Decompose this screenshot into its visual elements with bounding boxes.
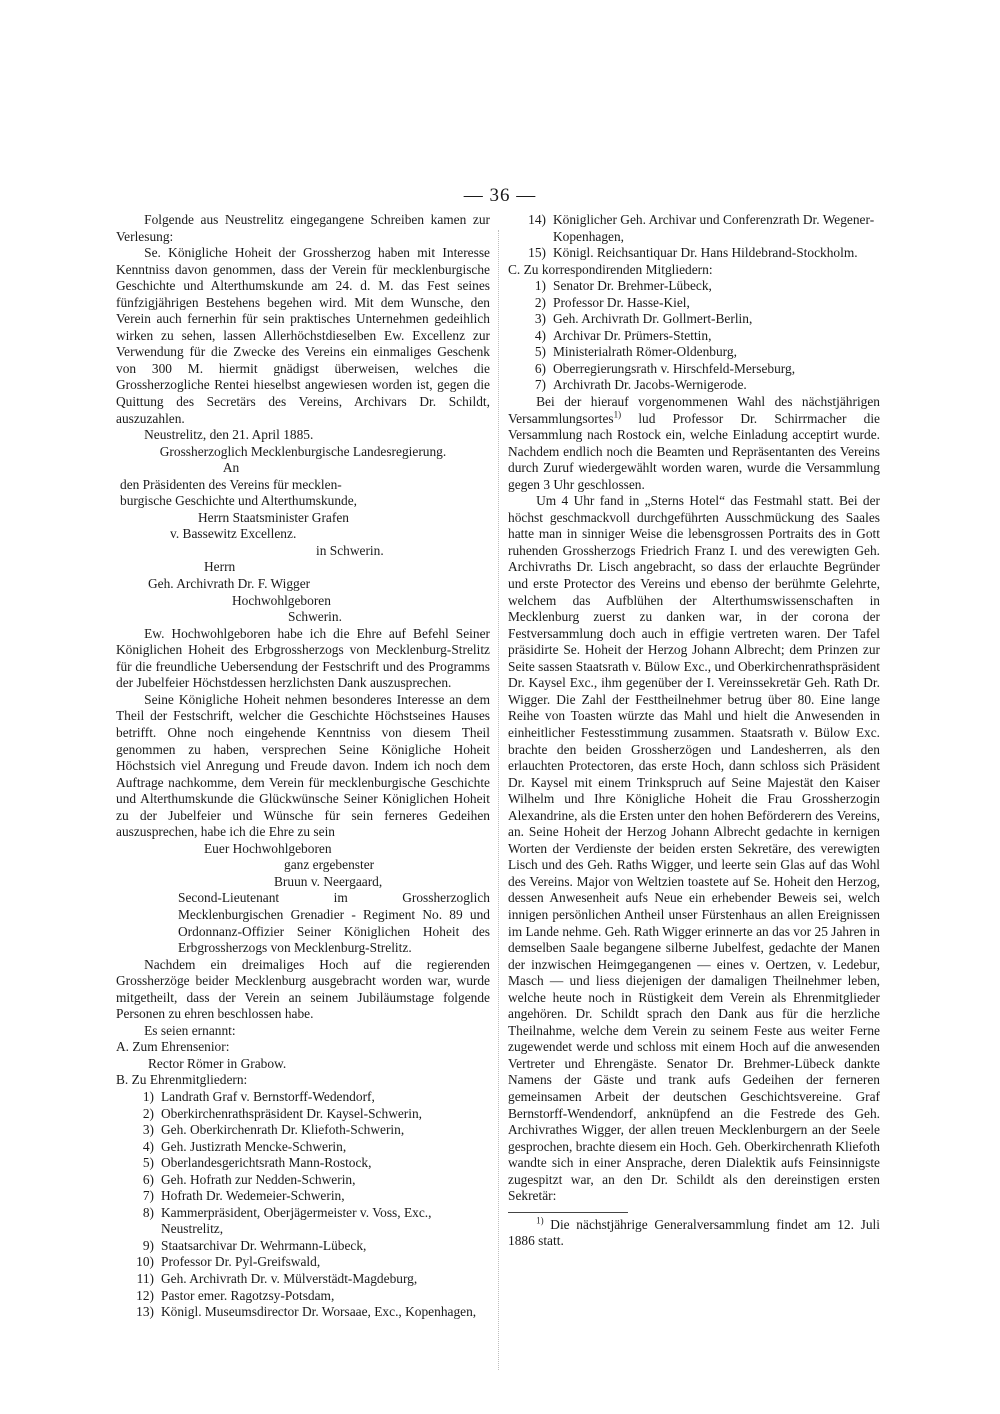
address-line: v. Bassewitz Excellenz. (170, 526, 297, 542)
letter-authority: Grossherzoglich Mecklenburgische Landesregierung. (159, 443, 447, 459)
corresponding-members-list (508, 278, 880, 394)
list-item: 3) Geh. Oberkirchenrath Dr. Kliefoth-Schwerin, (142, 1122, 405, 1138)
list-item: 1) Landrath Graf v. Bernstorff-Wedendorf, (142, 1088, 375, 1104)
footnote-marker: 1) (536, 1215, 544, 1226)
list-item: 8) Kammerpräsident, Oberjägermeister v. Voss, Exc., Neustrelitz, (142, 1204, 432, 1237)
address-line: Geh. Archivrath Dr. F. Wigger (148, 576, 311, 592)
section-c-heading: C. Zu korrespondirenden Mitgliedern: (508, 261, 713, 277)
honorary-members-list-continued (508, 212, 880, 262)
banquet-paragraph: Um 4 Uhr fand in „Sterns Hotel“ das Festmahl statt. Bei der höchst geschmackvoll durchgeführten Ausschmückung des Saales hatte man in sinniger Weise die lebensgrossen Portraits des in Gott ruhenden Grossherzogs Friedrich Franz I. und des verewigten Geh. Archivraths Dr. Lisch angebracht, so dass der erlauchte Begründer und erste Protector des Vereins und ebenso der berühmte Gelehrte, welchem das Aufblühen der Alterthumswissenschaften in Mecklenburg zuerst zu danken war, in der corona der Festversammlung doch auch in effigie vertreten waren. Der Tafel präsidirte Se. Hoheit der Herzog Johann Albrecht; dem Prinzen zur Seite sassen Staatsrath v. Bülow Exc., und Oberkirchenrathspräsident Dr. Kaysel Exc., ihm gegenüber der I. Vereinssekretär Geh. Rath Dr. Wigger. Die Zahl der Festtheilnehmer betrug über 80. Eine lange Reihe von Toasten würzte das Mahl und hielt die Anwesenden in einheitlicher Festesstimmung zusammen. Staatsrath v. Bülow Exc. brachte den beiden Grossherzögen und Landesherren, als den erlauchten Protectoren, das erste Hoch, dann schloss sich Präsident Dr. Kaysel mit einem Trinkspruch auf Seine Majestät den Kaiser Wilhelm und Ihre Königliche Hoheit die Frau Grossherzogin Alexandrine, als die Ersten unter den hohen Beförderern des Vereins, an. Seine Hoheit der Herzog Johann Albrecht gedachte in kernigen Worten der Verdienste der beiden ersten Sekretäre, des verewigten Lisch und des Geh. Raths Wigger, und leerte sein Glas auf das Wohl des Vereins. Major von Weltzien toastete auf Se. Hoheit den Herzog, dessen Anwesenheit aufs Neue ein erhebender Beweis sei, welch innigen persönlichen Antheil unser Fürstenhaus an allen Ereignissen im Lande nehme. Geh. Rath Wigger erinnerte an das vor 25 Jahren in demselben Saale begangene silberne Jubelfest, gedachte der Manen der inzwischen Heimgegangenen — eines v. Oertzen, v. Ledebur, Masch — und liess diejenigen der damaligen Theilnehmer leben, welche heute noch in Rüstigkeit dem Verein als Ehrenmitglieder angehören. Dr. Schildt sprach den Dank aus für die herzliche Theilnahme, welche dem Verein zu seinem Feste aus weiter Ferne zugewendet werde und schloss mit einem Hoch auf die anwesenden Vertreter und Ehrengäste. Senator Dr. Brehmer-Lübeck dankte Namens der Gäste und trank aufs Gedeihen der ferneren gemeinsamen Arbeit der deutschen Geschichtsvereine. Graf Bernstorff-Wendendorf, anknüpfend an die Festrede des Geh. Archivrathes Wigger, der allen treuen Mecklenburgern an der Seele gesprochen, brachte diesem ein Hoch. Geh. Oberkirchenrath Kliefoth wandte sich in einer Ansprache, deren Dialektik aufs Feinsinnigste zugespitzt war, an den Dr. Schildt als den dereinstigen ersten Sekretär: (508, 493, 880, 1204)
list-item: 10) Professor Dr. Pyl-Greifswald, (136, 1254, 321, 1270)
honorary-senior: Rector Römer in Grabow. (148, 1055, 287, 1071)
list-item: 2) Oberkirchenrathspräsident Dr. Kaysel-Schwerin, (142, 1105, 423, 1121)
page-number: — 36 — (463, 185, 537, 206)
list-item: 7) Hofrath Dr. Wedemeier-Schwerin, (142, 1188, 345, 1204)
named-heading: Es seien ernannt: (144, 1022, 236, 1038)
list-item: 7) Archivrath Dr. Jacobs-Wernigerode. (534, 377, 747, 393)
list-item: 6) Geh. Hofrath zur Nedden-Schwerin, (142, 1171, 356, 1187)
address-line: Herrn Staatsminister Grafen (198, 509, 349, 525)
closing-line: Euer Hochwohlgeboren (204, 840, 332, 856)
list-item: 4) Geh. Justizrath Mencke-Schwerin, (142, 1138, 347, 1154)
list-item: 5) Ministerialrath Römer-Oldenburg, (534, 344, 737, 360)
section-a-heading: A. Zum Ehrensenior: (116, 1039, 230, 1055)
closing-line: ganz ergebenster (284, 857, 375, 873)
address-line: An (222, 460, 240, 476)
section-b-heading: B. Zu Ehrenmitgliedern: (116, 1072, 248, 1088)
address-line: burgische Geschichte und Alterthumskunde, (120, 493, 358, 509)
honours-paragraph: Nachdem ein dreimaliges Hoch auf die regierenden Grossherzöge beider Mecklenburg ausgebracht worden war, wurde mitgetheilt, dass der Verein an seinem Jubiläumstage folgende Personen zu ehren beschlossen habe. (116, 956, 490, 1022)
intro-paragraph: Folgende aus Neustrelitz eingegangene Schreiben kamen zur Verlesung: (116, 212, 490, 244)
address-line: Hochwohlgeboren (232, 592, 331, 608)
letter-interest-paragraph: Seine Königliche Hoheit nehmen besonderes Interesse an dem Theil der Festschrift, welcher die Geschichte Höchstseines Hauses betrifft. Ohne noch eingehende Kenntniss von diesem Theil genommen zu haben, versprechen Seine Königliche Hoheit Höchstsich viel Anregung und Freude davon. Indem ich noch dem Auftrage nachkomme, dem Verein für mecklenburgische Geschichte und Alterthumskunde die Glückwünsche Seiner Königlichen Hoheit zu der Jubelfeier und Wünsche für sein ferneres Gedeihen auszusprechen, habe ich die Ehre zu sein (116, 691, 490, 840)
column-divider (498, 230, 499, 1370)
signature-title: Second-Lieutenant im Grossherzoglich Mecklenburgischen Grenadier - Regiment No. 89 und Ordonnanz-Offizier Seiner Königlichen Hoheit des Erbgrossherzogs von Mecklenburg-Strelitz. (178, 890, 490, 956)
list-item: 1) Senator Dr. Brehmer-Lübeck, (534, 278, 712, 294)
address-line: Herrn (204, 559, 236, 575)
address-line: den Präsidenten des Vereins für mecklen- (120, 476, 342, 492)
right-column (508, 212, 880, 1250)
honorary-members-list (116, 1089, 490, 1321)
letter-grand-duke-paragraph: Se. Königliche Hoheit der Grossherzog haben mit Interesse Kenntniss davon genommen, dass der Verein für mecklenburgische Geschichte und Alterthumskunde am 24. d. M. das Fest seines fünfzigjährigen Bestehens begehen wird. Mit dem Wunsche, den Verein auch fernerhin für sein praktisches Unternehmen gedeihlich wirken zu sehen, lassen Allerhöchstdieselben Ew. Excellenz zur Verwendung für die Zwecke des Vereins ein einmaliges Geschenk von 300 M. hiermit gnädigst überweisen, welches die Grossherzogliche Rentei hieselbst angewiesen worden ist, gegen die Quittung des Secretärs des Vereins, Archivars Dr. Schildt, auszuzahlen. (116, 245, 490, 426)
list-item: 13) Königl. Museumsdirector Dr. Worsaae, Exc., Kopenhagen, (136, 1304, 477, 1320)
list-item: 6) Oberregierungsrath v. Hirschfeld-Merseburg, (534, 360, 796, 376)
left-column (116, 212, 490, 1321)
list-item: 5) Oberlandesgerichtsrath Mann-Rostock, (142, 1155, 372, 1171)
signature-name: Bruun v. Neergaard, (274, 873, 383, 889)
list-item: 4) Archivar Dr. Prümers-Stettin, (534, 327, 712, 343)
list-item: 2) Professor Dr. Hasse-Kiel, (534, 294, 690, 310)
letter-address-block (116, 460, 490, 559)
list-item: 12) Pastor emer. Ragotzsy-Potsdam, (136, 1287, 335, 1303)
footnote-reference: 1) (613, 409, 622, 420)
list-item: 3) Geh. Archivrath Dr. Gollmert-Berlin, (534, 311, 753, 327)
letter-thanks-paragraph: Ew. Hochwohlgeboren habe ich die Ehre auf Befehl Seiner Königlichen Hoheit des Erbgrossherzogs von Mecklenburg-Strelitz für die freundliche Uebersendung der Festschrift und des Programms der Jubelfeier Höchstdessen herzlichsten Dank auszusprechen. (116, 625, 490, 691)
address-line: Schwerin. (288, 609, 342, 625)
list-item: 15) Königl. Reichsantiquar Dr. Hans Hildebrand-Stockholm. (528, 245, 858, 261)
list-item: 11) Geh. Archivrath Dr. v. Mülverstädt-Magdeburg, (136, 1271, 418, 1286)
footnote-rule (508, 1212, 628, 1213)
election-paragraph: Bei der hierauf vorgenommenen Wahl des nächstjährigen Versammlungsortes$^{1)}$ lud Professor Dr. Schirrmacher die Versammlung nach Rostock ein, welche Einladung acceptirt wurde. Nachdem endlich noch die Beamten und Repräsentanten des Vereins durch Zuruf wiedergewählt worden waren, wurde die Versammlung gegen 3 Uhr geschlossen. (508, 394, 880, 492)
address-line: in Schwerin. (316, 542, 384, 558)
list-item: 14) Königlicher Geh. Archivar und Conferenzrath Dr. Wegener-Kopenhagen, (528, 212, 875, 244)
footnote: $^{1)}$ Die nächstjährige Generalversammlung findet am 12. Juli 1886 statt. (508, 1215, 880, 1249)
list-item: 9) Staatsarchivar Dr. Wehrmann-Lübeck, (142, 1237, 367, 1253)
second-address-block (116, 559, 490, 625)
letter-closing (116, 841, 490, 891)
letter-date: Neustrelitz, den 21. April 1885. (144, 427, 314, 443)
